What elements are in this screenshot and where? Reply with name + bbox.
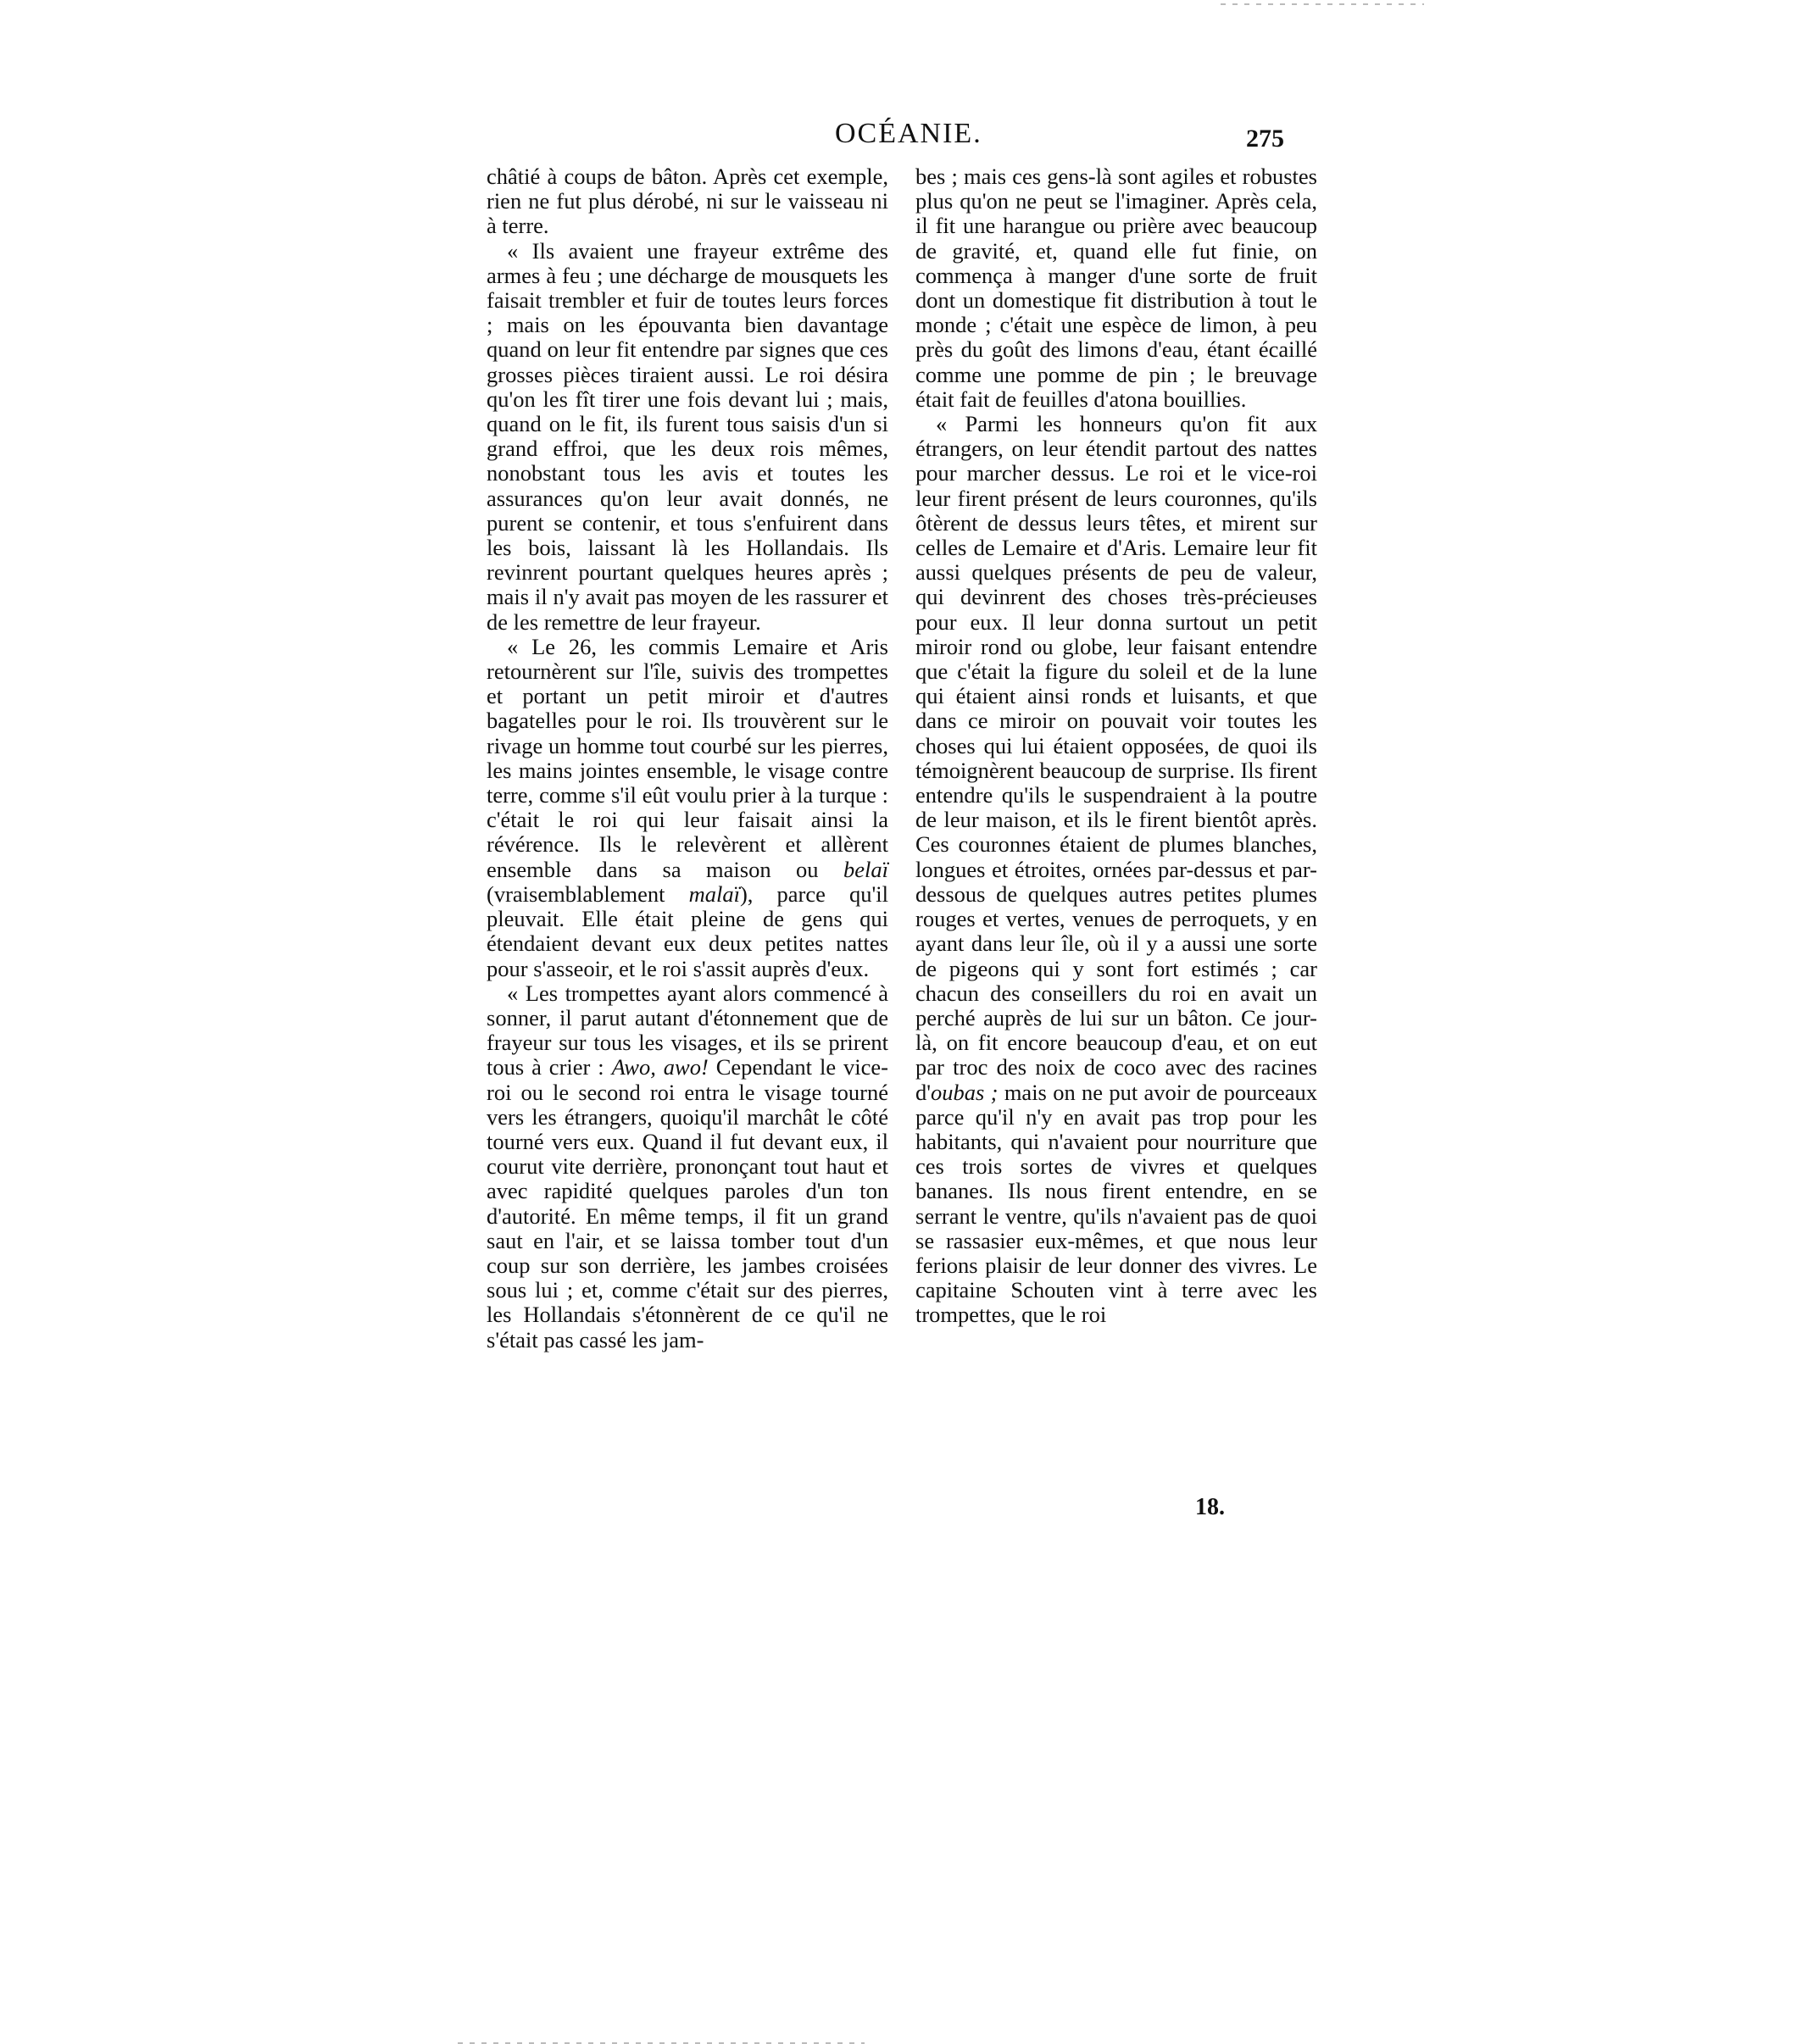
italic-term: Awo, awo!	[611, 1054, 709, 1080]
italic-term: belaï	[843, 856, 888, 882]
paragraph: châtié à coups de bâton. Après cet exemple, rien ne fut plus dérobé, ni sur le vaisseau ni à terre.	[487, 164, 888, 239]
text-run: mais on ne put avoir de pourceaux parce qu'il n'y en avait pas trop pour les habitants, qui n'avaient pour nourriture que ces trois sortes de vivres et quelques bananes. Ils nous firent entendre, en se serrant le ventre, qu'ils n'avaient pas de quoi se rassasier eux-mêmes, et que nous leur ferions plaisir de leur donner des vivres. Le capitaine Schouten vint à terre avec les trompettes, que le roi	[915, 1079, 1318, 1328]
right-column	[915, 164, 1317, 1328]
scan-margin-mark-top	[1221, 3, 1424, 5]
text-run: « Les trompettes ayant alors commencé à sonner, il parut autant d'étonnement que de frayeur sur tous les visages, et ils se prirent tous à crier :	[487, 980, 888, 1080]
signature-mark: 18.	[1195, 1494, 1225, 1520]
text-run: « Parmi les honneurs qu'on fit aux étrangers, on leur étendit partout des nattes pour marcher dessus. Le roi et le vice-roi leur firent présent de leurs couronnes, qu'ils ôtèrent de dessus leurs têtes, et mirent sur celles de Lemaire et d'Aris. Lemaire leur fit aussi quelques présents de peu de valeur, qui devinrent des choses très-précieuses pour eux. Il leur donna surtout un petit miroir rond ou globe, leur faisant entendre que c'était la figure du soleil et de la lune qui étaient ainsi ronds et luisants, et que dans ce miroir on pouvait voir toutes les choses qui lui étaient opposées, de quoi ils témoignèrent beaucoup de surprise. Ils firent entendre qu'ils le suspendraient à la poutre de leur maison, et ils le firent bientôt après. Ces couronnes étaient de plumes blanches, longues et étroites, ornées par-dessus et par-dessous de quelques autres petites plumes rouges et vertes, venues de perroquets, y en ayant dans leur île, où il y a aussi une sorte de pigeons qui y sont fort estimés ; car chacun des conseillers du roi en avait un perché auprès de lui sur un bâton. Ce jour-là, on fit encore beaucoup d'eau, et on eut par troc des noix de coco avec des racines d'	[915, 411, 1317, 1105]
left-column	[487, 164, 888, 1352]
text-run: Cependant le vice-roi ou le second roi entra le visage tourné vers les étrangers, quoiqu'il marchât le côté tourné vers eux. Quand il fut devant eux, il courut vite derrière, prononçant tout haut et avec rapidité quelques paroles d'un ton d'autorité. En même temps, il fit un grand saut en l'air, et se laissa tomber tout d'un coup sur son derrière, les jambes croisées sous lui ; et, comme c'était sur des pierres, les Hollandais s'étonnèrent de ce qu'il ne s'était pas cassé les jam-	[487, 1054, 888, 1352]
italic-term: malaï	[688, 880, 740, 907]
paragraph: bes ; mais ces gens-là sont agiles et robustes plus qu'on ne peut se l'imaginer. Après cela, il fit une harangue ou prière avec beaucoup de gravité, et, quand elle fut finie, on commença à manger d'une sorte de fruit dont un domestique fit distribution à tout le monde ; c'était une espèce de limon, à peu près du goût des limons d'eau, étant écaillé comme une pomme de pin ; le breuvage était fait de feuilles d'atona bouillies.	[915, 164, 1317, 412]
paragraph	[487, 635, 888, 981]
running-head	[0, 117, 1808, 151]
text-run: ), parce qu'il pleuvait. Elle était pleine de gens qui étendaient devant eux deux petites nattes pour s'asseoir, et le roi s'assit auprès d'eux.	[487, 880, 889, 981]
italic-term: oubas ;	[931, 1079, 999, 1105]
paragraph	[487, 981, 888, 1352]
paragraph: « Ils avaient une frayeur extrême des armes à feu ; une décharge de mousquets les faisait trembler et fuir de toutes leurs forces ; mais on les épouvanta bien davantage quand on leur fit entendre par signes que ces grosses pièces tiraient aussi. Le roi désira qu'on les fît tirer une fois devant lui ; mais, quand on le fit, ils furent tous saisis d'un si grand effroi, que les deux rois mêmes, nonobstant tous les avis et toutes les assurances qu'on leur avait donnés, ne purent se contenir, et tous s'enfuirent dans les bois, laissant là les Hollandais. Ils revinrent pourtant quelques heures après ; mais il n'y avait pas moyen de les rassurer et de les remettre de leur frayeur.	[487, 237, 888, 635]
running-title: OCÉANIE.	[835, 118, 982, 149]
page-number: 275	[1246, 125, 1284, 153]
text-run: « Le 26, les commis Lemaire et Aris retournèrent sur l'île, suivis des trompettes et portant un petit miroir et d'autres bagatelles pour le roi. Ils trouvèrent sur le rivage un homme tout courbé sur les pierres, les mains jointes ensemble, le visage contre terre, comme s'il eût voulu prier à la turque : c'était le roi qui leur faisait ainsi la révérence. Ils le relevèrent et allèrent ensemble dans sa maison ou	[487, 633, 888, 882]
paragraph	[915, 412, 1317, 1328]
text-run: (vraisemblablement	[487, 880, 689, 907]
